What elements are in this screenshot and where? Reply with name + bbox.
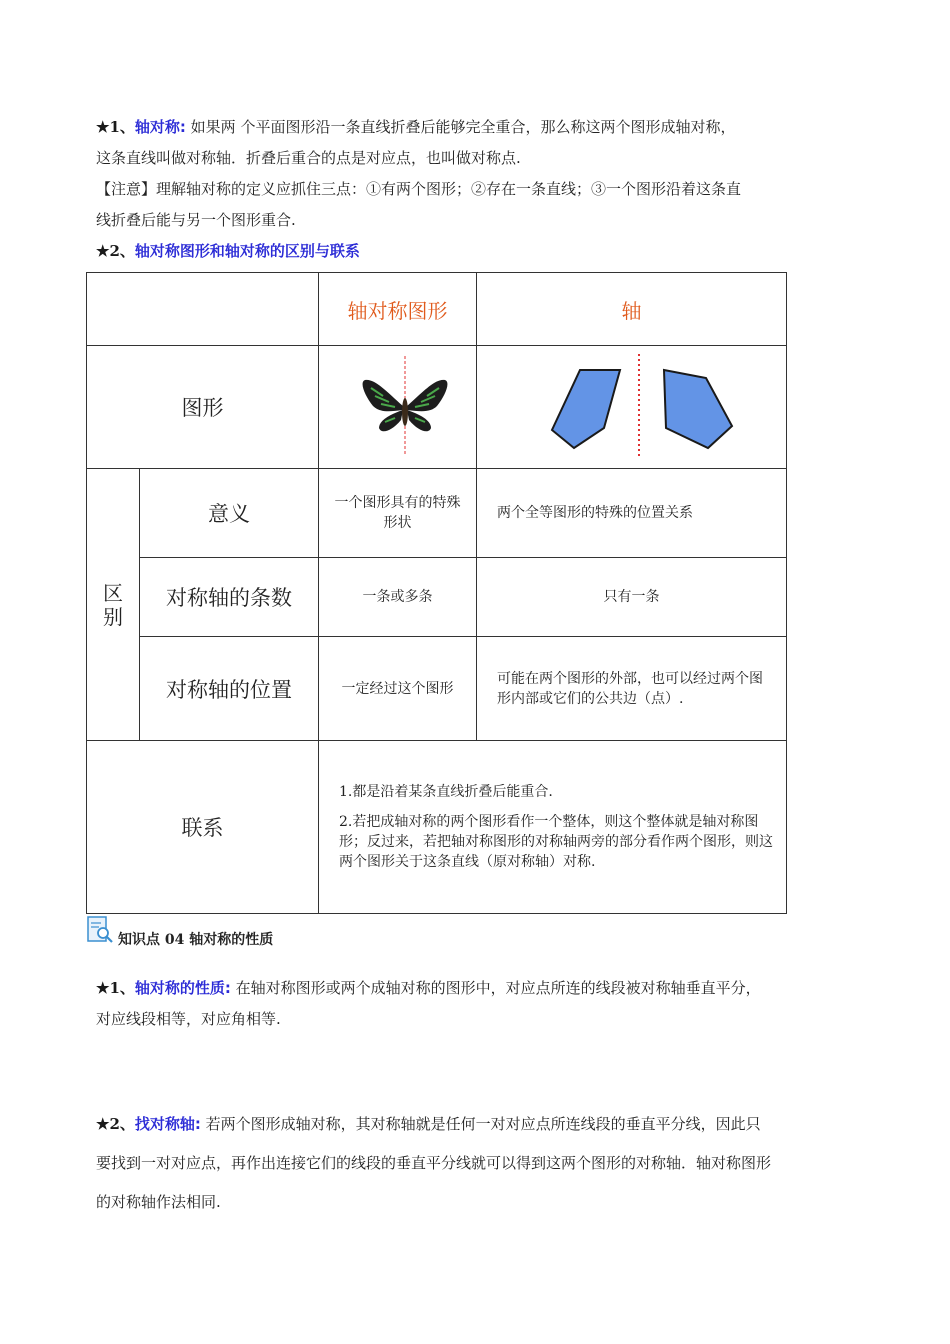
section-title: 轴对称图形和轴对称的区别与联系 bbox=[134, 242, 360, 260]
position-symmetric-figure: 一定经过这个图形 bbox=[319, 637, 477, 741]
search-document-icon bbox=[86, 915, 116, 949]
section-difference-heading bbox=[96, 236, 866, 267]
properties-text-line2: 对应线段相等，对应角相等. bbox=[96, 1010, 281, 1028]
table-row-relation bbox=[87, 741, 787, 914]
note-line2: 线折叠后能与另一个图形重合. bbox=[96, 211, 296, 229]
empty-header-cell bbox=[87, 273, 319, 346]
row-label-axis-position: 对称轴的位置 bbox=[140, 637, 319, 741]
row-label-axis-count: 对称轴的条数 bbox=[140, 558, 319, 637]
table-row-axis-position bbox=[87, 637, 787, 741]
find-axis-text-line3: 的对称轴作法相同. bbox=[96, 1193, 221, 1211]
term-find-axis: 找对称轴: bbox=[134, 1115, 201, 1133]
butterfly-body bbox=[402, 398, 408, 426]
properties-text: 在轴对称图形或两个成轴对称的图形中，对应点所连的线段被对称轴垂直平分， bbox=[235, 979, 761, 997]
left-pentagon bbox=[552, 370, 620, 448]
star-marker: ★2、 bbox=[96, 1115, 135, 1133]
find-axis-text: 若两个图形成轴对称，其对称轴就是任何一对对应点所连线段的垂直平分线，因此只 bbox=[205, 1115, 761, 1133]
find-axis-text-line2: 要找到一对对应点，再作出连接它们的线段的垂直平分线就可以得到这两个图形的对称轴．轴对称图形 bbox=[96, 1154, 772, 1172]
comparison-table bbox=[86, 272, 787, 914]
relation-point-1: 1.都是沿着某条直线折叠后能重合. bbox=[339, 784, 553, 800]
relation-content bbox=[319, 741, 787, 914]
right-pentagon bbox=[664, 370, 732, 448]
row-label-relation: 联系 bbox=[87, 741, 319, 914]
term-axial-symmetry: 轴对称: bbox=[134, 118, 186, 136]
position-axial-symmetry: 可能在两个图形的外部，也可以经过两个图形内部或它们的公共边（点）. bbox=[477, 637, 787, 741]
count-symmetric-figure: 一条或多条 bbox=[319, 558, 477, 637]
butterfly-left-wings bbox=[362, 380, 402, 431]
table-row-figure bbox=[87, 346, 787, 469]
star-marker: ★2、 bbox=[96, 242, 135, 260]
term-properties: 轴对称的性质: bbox=[134, 979, 231, 997]
butterfly-figure bbox=[323, 350, 473, 460]
table-header-row bbox=[87, 273, 787, 346]
note-line1: 【注意】理解轴对称的定义应抓住三点：①有两个图形；②存在一条直线；③一个图形沿着这条直 bbox=[96, 180, 742, 198]
relation-point-2: 2.若把成轴对称的两个图形看作一个整体，则这个整体就是轴对称图形；反过来，若把轴对称图形的对称轴两旁的部分看作两个图形，则这两个图形关于这条直线（原对称轴）对称. bbox=[339, 814, 773, 870]
meaning-symmetric-figure: 一个图形具有的特殊形状 bbox=[319, 469, 477, 558]
pentagons-figure bbox=[482, 348, 782, 463]
section-find-axis bbox=[96, 1105, 866, 1222]
butterfly-right-wings bbox=[407, 380, 447, 431]
row-label-meaning: 意义 bbox=[140, 469, 319, 558]
header-axis: 轴 bbox=[477, 273, 787, 346]
table-row-axis-count bbox=[87, 558, 787, 637]
definition-text-line2: 这条直线叫做对称轴．折叠后重合的点是对应点，也叫做对称点. bbox=[96, 149, 521, 167]
star-marker: ★1、 bbox=[96, 979, 135, 997]
pentagons-figure-cell bbox=[477, 346, 787, 469]
knowledge-point-header bbox=[86, 918, 273, 946]
definition-text: 如果两 个平面图形沿一条直线折叠后能够完全重合，那么称这两个图形成轴对称， bbox=[190, 118, 736, 136]
row-label-figure: 图形 bbox=[87, 346, 319, 469]
difference-label: 区别 bbox=[103, 580, 123, 629]
count-axial-symmetry: 只有一条 bbox=[477, 558, 787, 637]
meaning-axial-symmetry: 两个全等图形的特殊的位置关系 bbox=[477, 469, 787, 558]
knowledge-point-title: 知识点 04 轴对称的性质 bbox=[118, 932, 274, 948]
star-marker: ★1、 bbox=[96, 118, 135, 136]
header-axis-symmetric-figure: 轴对称图形 bbox=[319, 273, 477, 346]
section-symmetry-properties bbox=[96, 973, 866, 1035]
table-row-meaning bbox=[87, 469, 787, 558]
section-axial-symmetry-definition bbox=[96, 112, 866, 236]
row-group-label-difference bbox=[87, 469, 140, 741]
butterfly-figure-cell bbox=[319, 346, 477, 469]
